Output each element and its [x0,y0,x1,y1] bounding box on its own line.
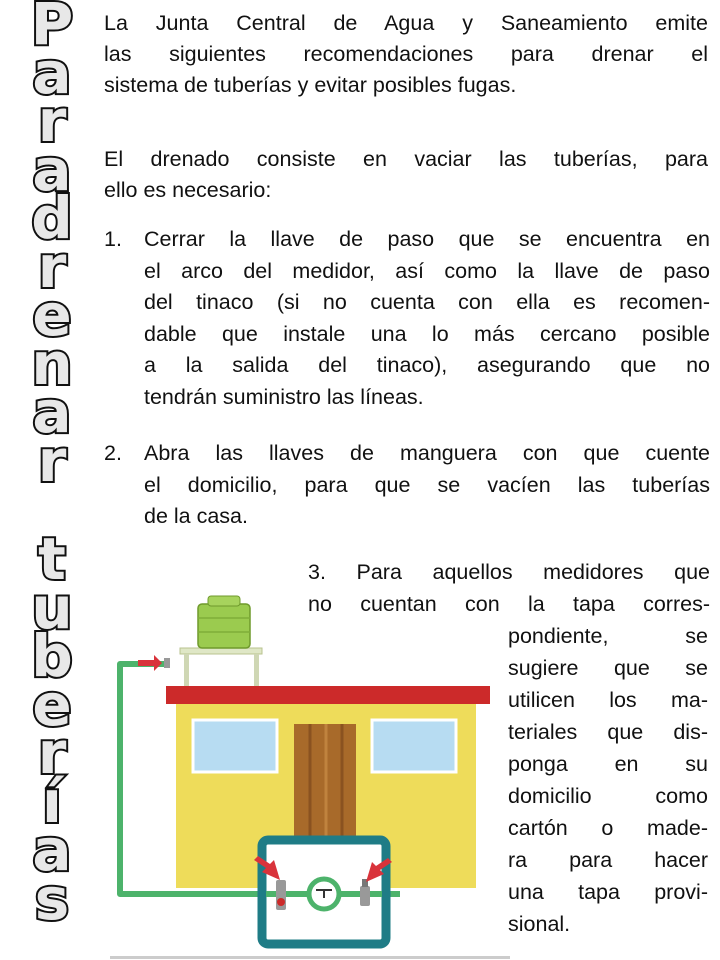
house-window [372,720,456,772]
valve-handle-icon [277,898,285,906]
title-letter: r [37,426,67,495]
text-line: pondiente, se [508,624,708,648]
text-line: utilicen los ma- [508,688,708,712]
vertical-title [4,0,100,960]
title-letter: e [32,281,72,349]
house-roof [166,686,490,704]
water-tank-lid [208,596,240,606]
text-line: Cerrar la llave de paso que se encuentra en [144,227,710,251]
step-number: 1. [104,227,122,251]
title-letter: r [37,87,67,155]
text-line: sional. [508,912,571,936]
step-3-body [508,620,708,940]
ground-line [110,956,510,959]
text-line: ponga en su [508,752,708,776]
step-number: 2. [104,441,122,465]
text-line: 3. Para aquellos medidores que [308,560,710,584]
title-letter: b [31,622,73,690]
drenado-paragraph [104,144,708,206]
title-letter: r [37,232,67,301]
title-letter: r [37,719,67,787]
title-letter: s [34,864,70,933]
text-line: sugiere que se [508,656,708,680]
title-letter: a [32,378,72,446]
text-line: Abra las llaves de manguera con que cuente [144,441,710,465]
text-line: ello es necesario: [104,178,272,202]
title-letter: d [31,184,73,252]
text-line: cartón o made- [508,816,708,840]
title-letter: u [31,573,73,642]
text-line: dable que instale una lo más cercano posible [144,321,710,346]
title-letter: e [32,670,72,739]
text-line: del tinaco (si no cuenta con ella es recomen- [144,290,710,314]
step-text [144,438,710,533]
intro-paragraph [104,8,708,101]
title-letter: a [32,38,72,107]
supply-pipe [120,664,170,894]
tank-valve-icon [164,658,170,668]
title-letter: a [32,816,72,884]
title-letter: n [31,329,73,398]
tank-stand-leg [184,654,189,686]
text-line: tendrán suministro las líneas. [144,384,424,409]
text-line: El drenado consiste en vaciar las tuberías, para [104,147,708,171]
text-line: no cuentan con la tapa corres- [308,592,710,616]
title-letter: t [38,525,66,593]
text-line: sistema de tuberías y evitar posibles fugas. [104,73,517,97]
text-line: ra para hacer [508,848,708,872]
title-letter: a [32,135,72,204]
text-line: de la casa. [144,504,248,528]
text-line: el arco del medidor, así como la llave de paso [144,258,710,283]
text-line: La Junta Central de Agua y Saneamiento emite [104,11,708,35]
meter-valve-icon [360,886,370,906]
text-line: las siguientes recomendaciones para drenar el [104,42,708,66]
text-line: el domicilio, para que se vacíen las tuberías [144,472,710,497]
house-illustration [100,590,510,960]
text-line: a la salida del tinaco), asegurando que no [144,353,710,377]
title-letter: P [30,0,74,58]
arrow-icon [138,655,162,671]
tank-stand-leg [254,654,259,686]
tank-stand-top [180,648,262,654]
water-tank [198,604,250,648]
text-line: domicilio como [508,784,708,808]
step-text [144,224,710,413]
text-line: teriales que dis- [508,720,708,744]
title-letter: í [42,767,62,836]
text-line: una tapa provi- [508,880,708,904]
house-window [193,720,277,772]
